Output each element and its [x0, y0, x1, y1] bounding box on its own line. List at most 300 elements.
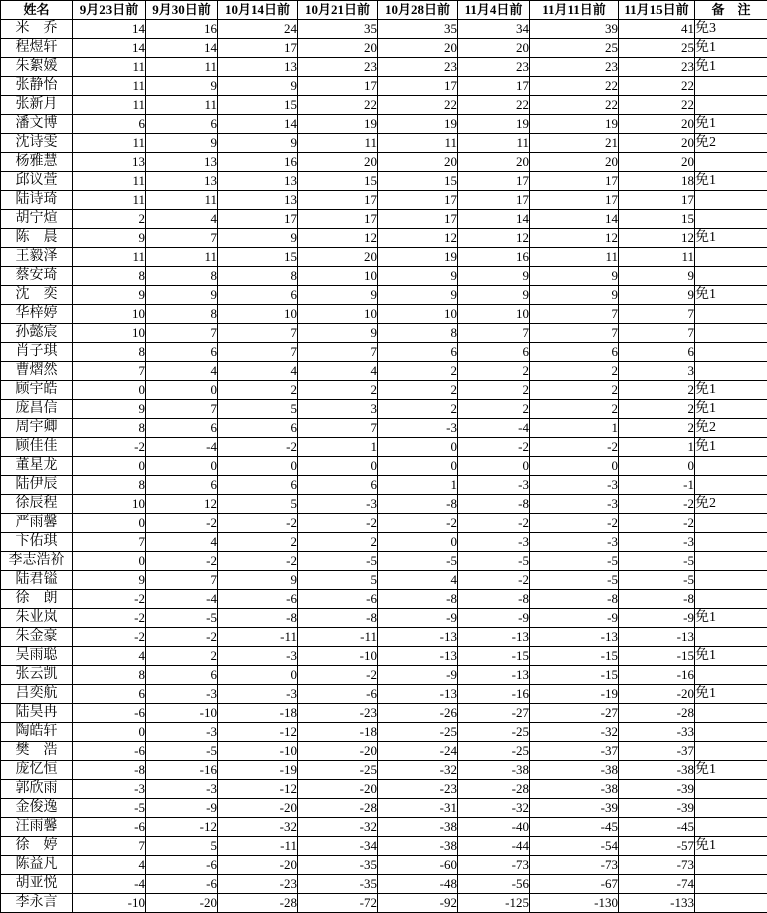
- score-cell: -28: [619, 704, 695, 723]
- score-cell: -3: [298, 495, 378, 514]
- score-cell: -5: [619, 571, 695, 590]
- score-cell: 7: [530, 305, 619, 324]
- score-cell: 16: [146, 20, 218, 39]
- score-cell: 9: [73, 229, 146, 248]
- score-cell: 17: [298, 191, 378, 210]
- score-cell: 9: [619, 286, 695, 305]
- score-cell: 4: [146, 362, 218, 381]
- score-cell: 11: [146, 96, 218, 115]
- note-cell: [695, 666, 767, 685]
- note-cell: [695, 799, 767, 818]
- note-cell: [695, 153, 767, 172]
- score-cell: 11: [619, 248, 695, 267]
- score-cell: -28: [218, 894, 298, 913]
- score-cell: 4: [73, 856, 146, 875]
- score-cell: 0: [73, 381, 146, 400]
- score-cell: -2: [146, 628, 218, 647]
- score-cell: -35: [298, 875, 378, 894]
- score-cell: 9: [218, 229, 298, 248]
- score-cell: -9: [458, 609, 530, 628]
- note-cell: [695, 96, 767, 115]
- score-cell: 6: [218, 419, 298, 438]
- score-cell: -16: [619, 666, 695, 685]
- score-cell: 3: [298, 400, 378, 419]
- student-name-cell: 朱金豪: [1, 628, 73, 647]
- score-cell: -38: [378, 818, 458, 837]
- score-cell: 15: [298, 172, 378, 191]
- score-cell: 6: [73, 115, 146, 134]
- column-header-1: 9月23日前: [73, 1, 146, 20]
- table-row: [1, 571, 767, 590]
- note-cell: [695, 514, 767, 533]
- table-row: [1, 647, 767, 666]
- score-cell: -6: [218, 590, 298, 609]
- note-cell: 免2: [695, 419, 767, 438]
- score-cell: -39: [530, 799, 619, 818]
- score-cell: 2: [619, 381, 695, 400]
- score-cell: -130: [530, 894, 619, 913]
- table-row: [1, 457, 767, 476]
- table-row: [1, 590, 767, 609]
- score-cell: 11: [73, 58, 146, 77]
- score-cell: 8: [73, 419, 146, 438]
- score-cell: -8: [298, 609, 378, 628]
- score-cell: -9: [378, 666, 458, 685]
- student-name-cell: 顾佳佳: [1, 438, 73, 457]
- score-cell: 17: [530, 191, 619, 210]
- score-cell: 11: [146, 58, 218, 77]
- student-name-cell: 吴雨聪: [1, 647, 73, 666]
- table-row: [1, 134, 767, 153]
- table-row: [1, 153, 767, 172]
- score-cell: 7: [619, 324, 695, 343]
- score-cell: -11: [218, 837, 298, 856]
- score-cell: 39: [530, 20, 619, 39]
- score-cell: 10: [458, 305, 530, 324]
- score-cell: 6: [458, 343, 530, 362]
- score-cell: 11: [146, 191, 218, 210]
- student-name-cell: 杨雅慧: [1, 153, 73, 172]
- score-cell: -19: [530, 685, 619, 704]
- score-cell: -15: [619, 647, 695, 666]
- score-cell: 8: [73, 476, 146, 495]
- score-cell: 13: [146, 153, 218, 172]
- table-row: [1, 248, 767, 267]
- score-cell: 13: [218, 191, 298, 210]
- score-cell: 0: [73, 552, 146, 571]
- score-cell: 7: [146, 324, 218, 343]
- student-name-cell: 朱业岚: [1, 609, 73, 628]
- table-row: [1, 818, 767, 837]
- score-cell: 6: [218, 286, 298, 305]
- score-cell: 20: [458, 39, 530, 58]
- score-cell: -6: [73, 818, 146, 837]
- score-cell: -11: [298, 628, 378, 647]
- score-cell: -12: [218, 723, 298, 742]
- student-name-cell: 郭欣雨: [1, 780, 73, 799]
- table-row: [1, 609, 767, 628]
- score-cell: 10: [73, 495, 146, 514]
- score-cell: 19: [298, 115, 378, 134]
- score-cell: -45: [530, 818, 619, 837]
- note-cell: 免3: [695, 20, 767, 39]
- score-cell: -9: [146, 799, 218, 818]
- column-header-6: 11月4日前: [458, 1, 530, 20]
- student-name-cell: 曹熠然: [1, 362, 73, 381]
- score-cell: 14: [73, 20, 146, 39]
- score-cell: 0: [378, 457, 458, 476]
- student-name-cell: 胡亚悦: [1, 875, 73, 894]
- score-cell: -4: [146, 590, 218, 609]
- score-cell: 19: [378, 248, 458, 267]
- score-cell: 10: [73, 324, 146, 343]
- score-cell: 15: [619, 210, 695, 229]
- note-cell: [695, 894, 767, 913]
- score-cell: -20: [218, 856, 298, 875]
- score-cell: 4: [146, 210, 218, 229]
- score-cell: 0: [530, 457, 619, 476]
- score-cell: -12: [218, 780, 298, 799]
- score-cell: -8: [458, 590, 530, 609]
- score-cell: 17: [530, 172, 619, 191]
- score-cell: -73: [619, 856, 695, 875]
- score-cell: -3: [146, 685, 218, 704]
- student-name-cell: 邱议萱: [1, 172, 73, 191]
- score-cell: 6: [146, 343, 218, 362]
- score-cell: 9: [218, 77, 298, 96]
- score-cell: -1: [619, 476, 695, 495]
- score-cell: -13: [378, 647, 458, 666]
- score-cell: -2: [218, 438, 298, 457]
- score-cell: 20: [298, 248, 378, 267]
- score-cell: -48: [378, 875, 458, 894]
- student-name-cell: 顾宇皓: [1, 381, 73, 400]
- note-cell: 免2: [695, 134, 767, 153]
- note-cell: 免1: [695, 400, 767, 419]
- score-cell: 25: [530, 39, 619, 58]
- score-cell: 1: [378, 476, 458, 495]
- score-cell: -6: [146, 875, 218, 894]
- note-cell: [695, 856, 767, 875]
- score-cell: 20: [530, 153, 619, 172]
- score-cell: -5: [146, 742, 218, 761]
- table-row: [1, 210, 767, 229]
- score-cell: 2: [530, 400, 619, 419]
- score-cell: 0: [218, 457, 298, 476]
- score-cell: 12: [458, 229, 530, 248]
- score-cell: -5: [298, 552, 378, 571]
- score-cell: -2: [619, 514, 695, 533]
- score-cell: 6: [146, 666, 218, 685]
- score-cell: -35: [298, 856, 378, 875]
- score-cell: -8: [73, 761, 146, 780]
- score-cell: -25: [458, 723, 530, 742]
- score-cell: 7: [218, 324, 298, 343]
- score-cell: 11: [73, 172, 146, 191]
- score-cell: 0: [298, 457, 378, 476]
- score-cell: 9: [458, 286, 530, 305]
- score-cell: 16: [218, 153, 298, 172]
- score-cell: 34: [458, 20, 530, 39]
- score-cell: 19: [458, 115, 530, 134]
- student-name-cell: 李志浩衸: [1, 552, 73, 571]
- score-cell: 8: [73, 267, 146, 286]
- note-cell: [695, 875, 767, 894]
- student-name-cell: 胡宁煊: [1, 210, 73, 229]
- table-row: [1, 77, 767, 96]
- score-cell: 7: [458, 324, 530, 343]
- score-cell: 14: [73, 39, 146, 58]
- note-cell: 免1: [695, 438, 767, 457]
- score-cell: 17: [298, 77, 378, 96]
- score-cell: 11: [73, 77, 146, 96]
- score-cell: 16: [458, 248, 530, 267]
- score-cell: -92: [378, 894, 458, 913]
- score-cell: -32: [298, 818, 378, 837]
- score-cell: 6: [146, 115, 218, 134]
- score-cell: -25: [378, 723, 458, 742]
- score-cell: 20: [619, 134, 695, 153]
- note-cell: [695, 77, 767, 96]
- score-cell: 35: [378, 20, 458, 39]
- student-name-cell: 沈 奕: [1, 286, 73, 305]
- score-cell: -40: [458, 818, 530, 837]
- score-cell: 20: [298, 153, 378, 172]
- score-cell: 2: [378, 362, 458, 381]
- note-cell: [695, 267, 767, 286]
- note-cell: 免1: [695, 647, 767, 666]
- score-cell: 20: [458, 153, 530, 172]
- score-cell: -45: [619, 818, 695, 837]
- note-cell: 免1: [695, 115, 767, 134]
- score-cell: -3: [530, 533, 619, 552]
- note-cell: 免1: [695, 229, 767, 248]
- score-cell: -8: [378, 495, 458, 514]
- score-cell: 9: [378, 286, 458, 305]
- score-cell: -16: [146, 761, 218, 780]
- score-cell: -20: [298, 742, 378, 761]
- note-cell: 免1: [695, 761, 767, 780]
- table-row: [1, 39, 767, 58]
- score-cell: -25: [298, 761, 378, 780]
- note-cell: [695, 533, 767, 552]
- score-cell: 0: [146, 457, 218, 476]
- score-cell: -2: [378, 514, 458, 533]
- note-cell: 免1: [695, 58, 767, 77]
- score-cell: -32: [378, 761, 458, 780]
- score-cell: -13: [619, 628, 695, 647]
- score-cell: 20: [619, 115, 695, 134]
- score-cell: 12: [298, 229, 378, 248]
- score-cell: 23: [458, 58, 530, 77]
- column-header-7: 11月11日前: [530, 1, 619, 20]
- score-cell: -24: [378, 742, 458, 761]
- score-cell: 17: [458, 77, 530, 96]
- table-body: [1, 20, 767, 913]
- score-cell: -57: [619, 837, 695, 856]
- score-cell: -4: [73, 875, 146, 894]
- score-cell: 9: [530, 267, 619, 286]
- score-cell: 0: [146, 381, 218, 400]
- score-cell: -2: [298, 514, 378, 533]
- score-cell: 20: [378, 153, 458, 172]
- score-cell: -3: [146, 780, 218, 799]
- student-name-cell: 金俊逸: [1, 799, 73, 818]
- student-name-cell: 陆君镒: [1, 571, 73, 590]
- score-cell: 9: [73, 286, 146, 305]
- score-cell: 2: [458, 362, 530, 381]
- score-cell: -27: [458, 704, 530, 723]
- score-cell: 2: [73, 210, 146, 229]
- score-cell: 21: [530, 134, 619, 153]
- score-cell: -5: [73, 799, 146, 818]
- score-cell: 0: [619, 457, 695, 476]
- score-cell: 7: [73, 362, 146, 381]
- score-cell: 6: [146, 476, 218, 495]
- note-cell: [695, 590, 767, 609]
- note-cell: [695, 248, 767, 267]
- score-cell: 17: [218, 210, 298, 229]
- table-row: [1, 685, 767, 704]
- score-cell: 2: [218, 533, 298, 552]
- score-cell: -10: [298, 647, 378, 666]
- score-cell: -27: [530, 704, 619, 723]
- score-cell: 13: [218, 172, 298, 191]
- note-cell: [695, 628, 767, 647]
- student-name-cell: 庞昌信: [1, 400, 73, 419]
- score-cell: 1: [619, 438, 695, 457]
- score-cell: 0: [73, 457, 146, 476]
- note-cell: [695, 362, 767, 381]
- note-cell: 免1: [695, 381, 767, 400]
- note-cell: [695, 343, 767, 362]
- score-cell: 22: [530, 77, 619, 96]
- score-cell: 7: [146, 229, 218, 248]
- student-name-cell: 蔡安琦: [1, 267, 73, 286]
- score-cell: -5: [378, 552, 458, 571]
- student-name-cell: 李永言: [1, 894, 73, 913]
- table-row: [1, 723, 767, 742]
- score-cell: -37: [530, 742, 619, 761]
- score-cell: 11: [458, 134, 530, 153]
- score-cell: -11: [218, 628, 298, 647]
- note-cell: 免2: [695, 495, 767, 514]
- score-cell: -18: [298, 723, 378, 742]
- score-cell: -2: [146, 514, 218, 533]
- table-row: [1, 438, 767, 457]
- score-cell: 5: [146, 837, 218, 856]
- score-cell: 22: [378, 96, 458, 115]
- score-cell: 11: [378, 134, 458, 153]
- score-cell: 13: [146, 172, 218, 191]
- score-cell: 5: [218, 495, 298, 514]
- score-cell: 11: [298, 134, 378, 153]
- note-cell: [695, 780, 767, 799]
- score-cell: -2: [218, 514, 298, 533]
- table-row: [1, 172, 767, 191]
- score-cell: -8: [530, 590, 619, 609]
- score-cell: -13: [378, 685, 458, 704]
- score-cell: -9: [378, 609, 458, 628]
- score-cell: -20: [619, 685, 695, 704]
- score-cell: -2: [530, 438, 619, 457]
- score-cell: 9: [218, 571, 298, 590]
- student-name-cell: 张静怡: [1, 77, 73, 96]
- table-row: [1, 837, 767, 856]
- score-cell: -3: [530, 476, 619, 495]
- score-cell: -20: [218, 799, 298, 818]
- score-cell: 12: [530, 229, 619, 248]
- score-cell: 41: [619, 20, 695, 39]
- score-cell: -12: [146, 818, 218, 837]
- score-cell: 4: [298, 362, 378, 381]
- score-cell: -6: [298, 685, 378, 704]
- score-cell: 23: [530, 58, 619, 77]
- score-cell: 22: [298, 96, 378, 115]
- score-cell: 18: [619, 172, 695, 191]
- score-cell: 15: [218, 96, 298, 115]
- score-cell: -6: [298, 590, 378, 609]
- score-cell: -2: [298, 666, 378, 685]
- score-cell: 7: [73, 837, 146, 856]
- score-cell: 17: [458, 172, 530, 191]
- student-name-cell: 庞忆恒: [1, 761, 73, 780]
- score-cell: 17: [458, 191, 530, 210]
- student-name-cell: 汪雨馨: [1, 818, 73, 837]
- score-cell: 0: [458, 457, 530, 476]
- score-cell: -13: [458, 628, 530, 647]
- score-cell: -33: [619, 723, 695, 742]
- student-name-cell: 吕奕航: [1, 685, 73, 704]
- score-cell: 9: [146, 286, 218, 305]
- student-name-cell: 张新月: [1, 96, 73, 115]
- score-cell: 7: [146, 571, 218, 590]
- score-cell: -8: [619, 590, 695, 609]
- score-cell: -37: [619, 742, 695, 761]
- score-cell: 8: [218, 267, 298, 286]
- score-cell: -39: [619, 799, 695, 818]
- table-row: [1, 400, 767, 419]
- score-cell: 11: [73, 96, 146, 115]
- score-cell: -2: [73, 590, 146, 609]
- score-cell: 9: [619, 267, 695, 286]
- table-row: [1, 115, 767, 134]
- table-row: [1, 894, 767, 913]
- note-cell: [695, 552, 767, 571]
- score-cell: -23: [218, 875, 298, 894]
- score-cell: 10: [298, 267, 378, 286]
- column-header-9: 备 注: [695, 1, 767, 20]
- score-cell: -32: [530, 723, 619, 742]
- note-cell: 免1: [695, 39, 767, 58]
- note-cell: [695, 818, 767, 837]
- table-row: [1, 742, 767, 761]
- student-name-cell: 樊 浩: [1, 742, 73, 761]
- score-cell: 11: [73, 134, 146, 153]
- note-cell: [695, 324, 767, 343]
- score-cell: -32: [458, 799, 530, 818]
- column-header-4: 10月21日前: [298, 1, 378, 20]
- student-name-cell: 陆昊冉: [1, 704, 73, 723]
- score-cell: -25: [458, 742, 530, 761]
- score-cell: -8: [458, 495, 530, 514]
- score-cell: -38: [619, 761, 695, 780]
- score-cell: 8: [73, 343, 146, 362]
- student-name-cell: 董星龙: [1, 457, 73, 476]
- table-row: [1, 305, 767, 324]
- table-row: [1, 229, 767, 248]
- score-cell: 9: [378, 267, 458, 286]
